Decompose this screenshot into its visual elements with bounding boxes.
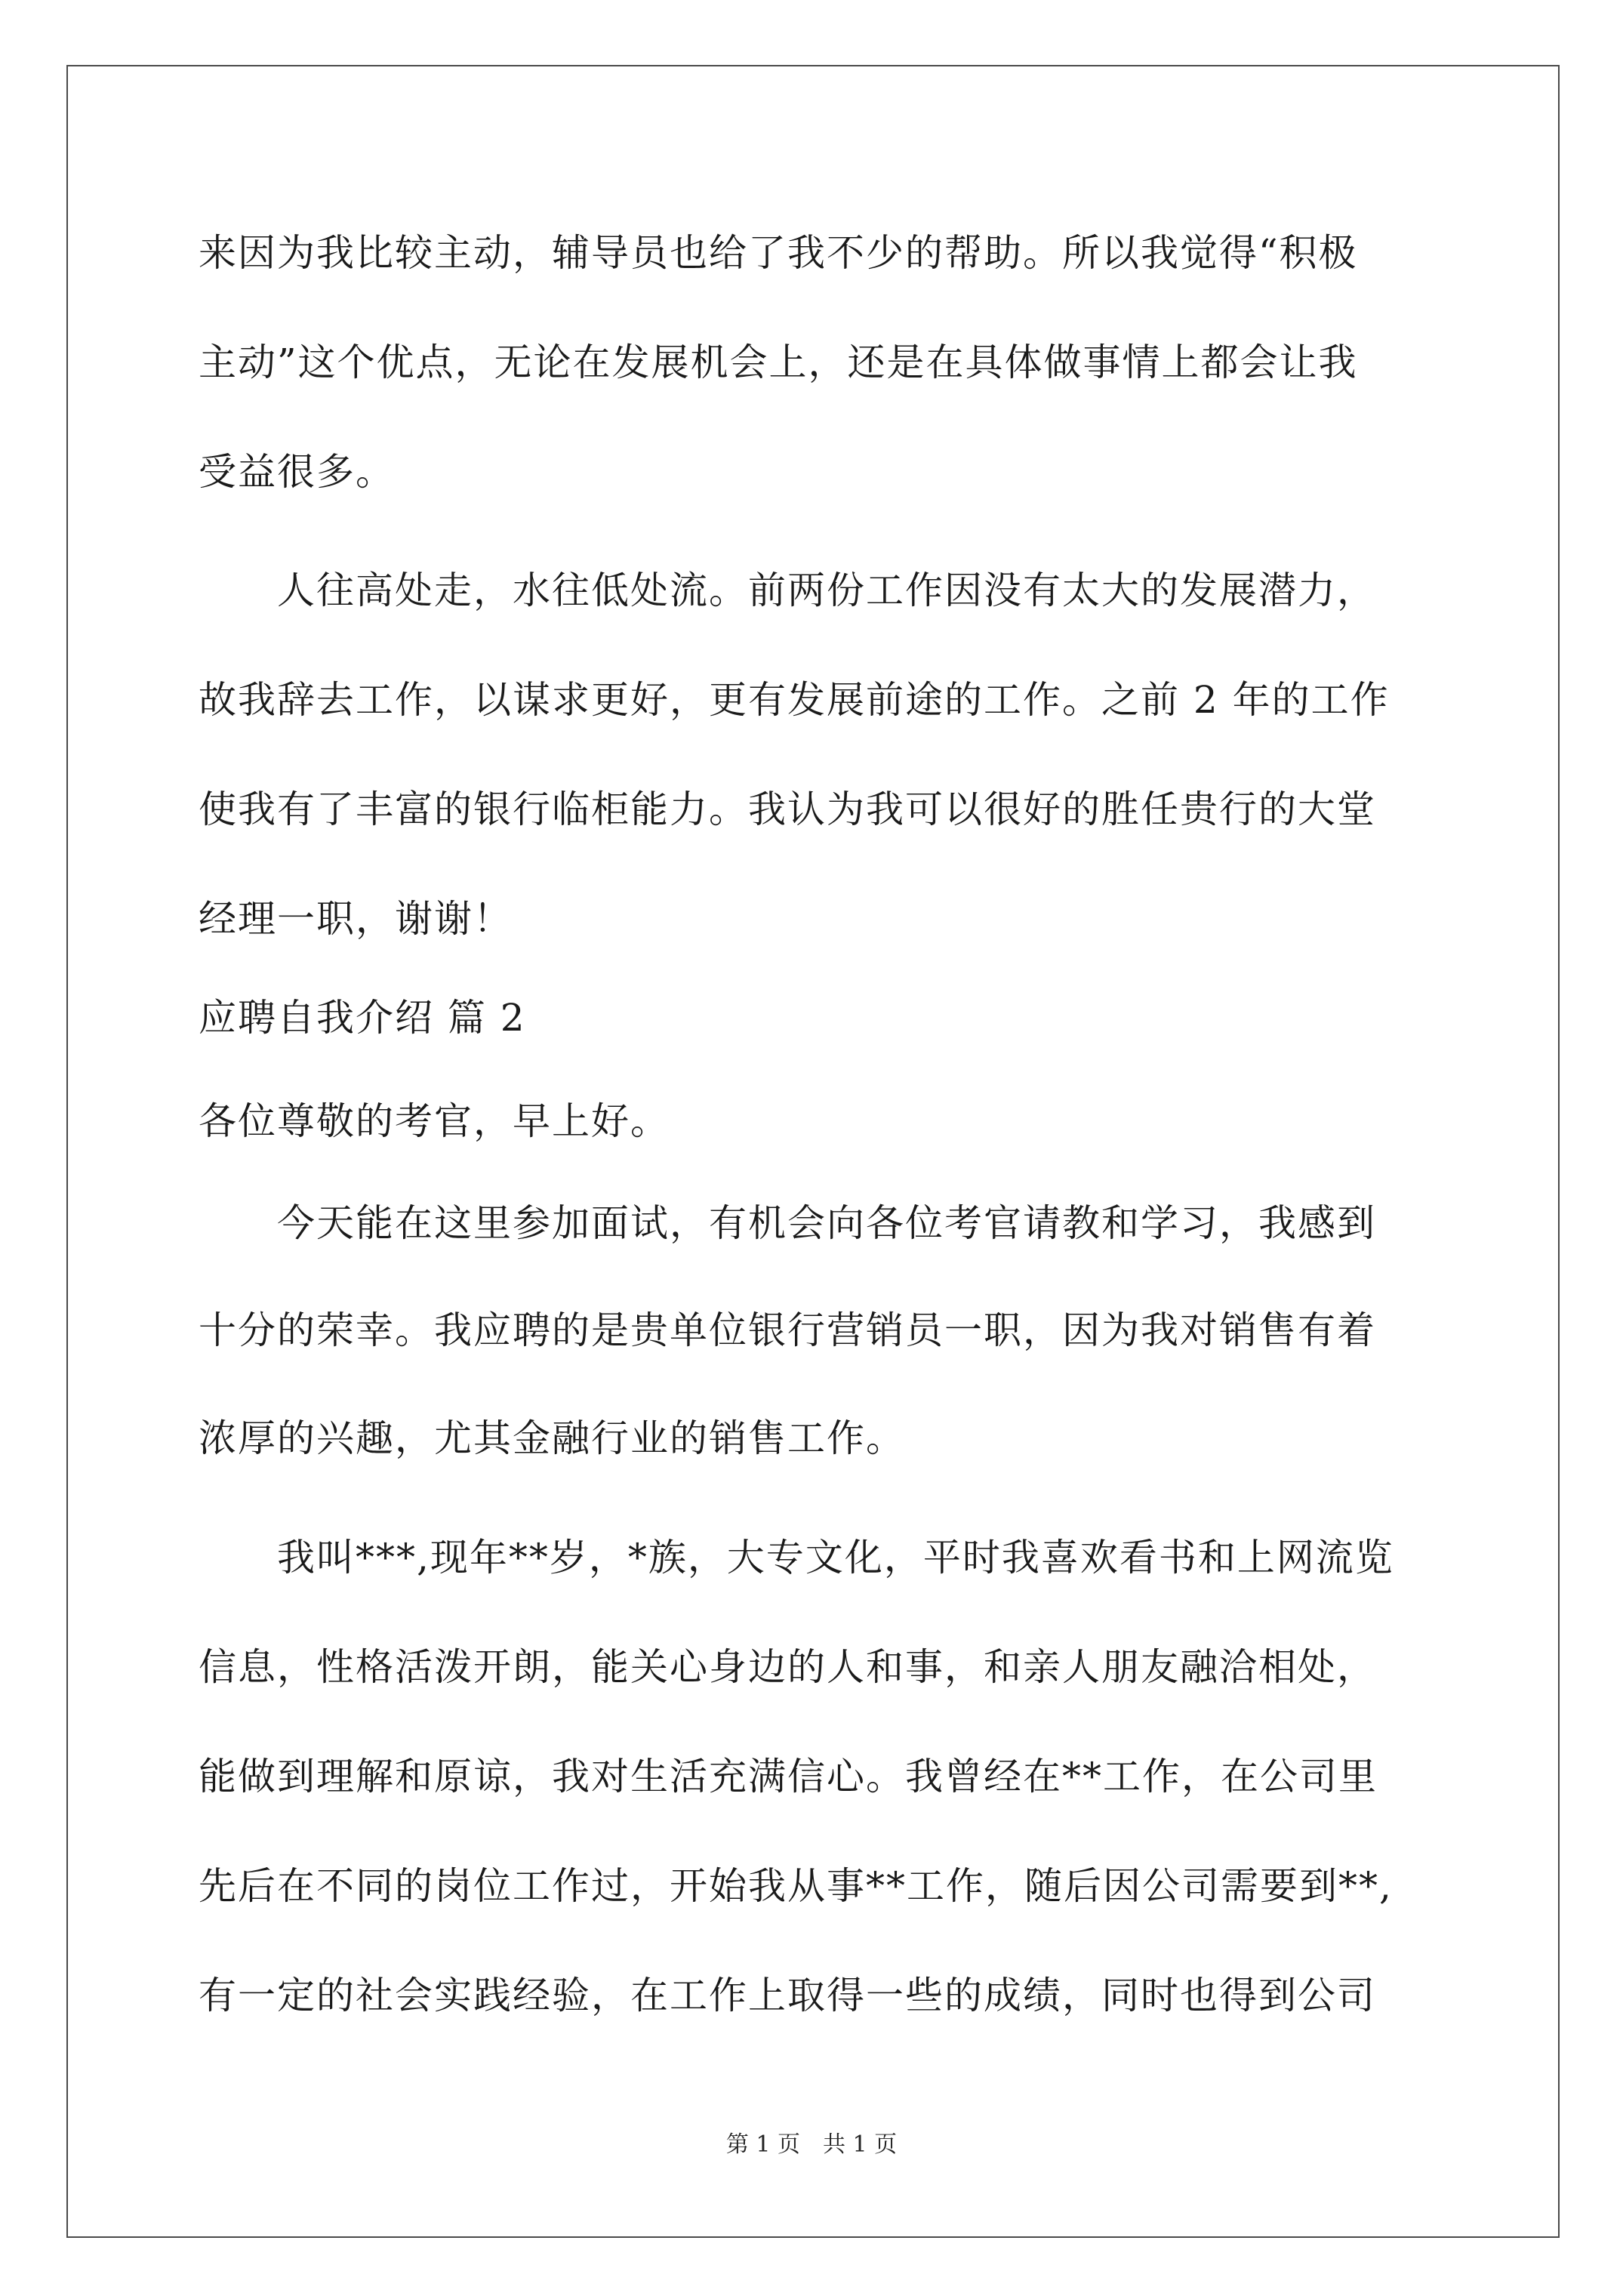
text-line: 各位尊敬的考官，早上好。 [199, 1099, 670, 1143]
text-line: 先后在不同的岗位工作过，开始我从事**工作，随后因公司需要到**, [199, 1864, 1393, 1908]
text-line: 来因为我比较主动，辅导员也给了我不少的帮助。所以我觉得“积极 [199, 231, 1358, 275]
text-line: 故我辞去工作，以谋求更好，更有发展前途的工作。之前 2 年的工作 [199, 678, 1390, 722]
text-line: 经理一职，谢谢！ [199, 897, 513, 941]
text-line: 我叫***,现年**岁，*族，大专文化，平时我喜欢看书和上网流览 [199, 1536, 1394, 1579]
text-line: 信息，性格活泼开朗，能关心身边的人和事，和亲人朋友融洽相处， [199, 1645, 1376, 1689]
text-line: 主动”这个优点，无论在发展机会上，还是在具体做事情上都会让我 [199, 341, 1358, 384]
text-line: 受益很多。 [199, 450, 395, 494]
page-footer: 第 1 页 共 1 页 [725, 2131, 898, 2158]
page-border [66, 65, 1560, 2238]
text-line: 人往高处走，水往低处流。前两份工作因没有太大的发展潜力， [199, 569, 1376, 612]
text-line: 使我有了丰富的银行临柜能力。我认为我可以很好的胜任贵行的大堂 [199, 787, 1376, 831]
section-heading: 应聘自我介绍 篇 2 [199, 996, 526, 1040]
text-line: 浓厚的兴趣，尤其金融行业的销售工作。 [199, 1416, 905, 1460]
text-line: 能做到理解和原谅，我对生活充满信心。我曾经在**工作，在公司里 [199, 1755, 1378, 1798]
text-line: 十分的荣幸。我应聘的是贵单位银行营销员一职，因为我对销售有着 [199, 1308, 1376, 1352]
text-line: 今天能在这里参加面试，有机会向各位考官请教和学习，我感到 [199, 1201, 1376, 1245]
text-line: 有一定的社会实践经验，在工作上取得一些的成绩，同时也得到公司 [199, 1974, 1376, 2017]
